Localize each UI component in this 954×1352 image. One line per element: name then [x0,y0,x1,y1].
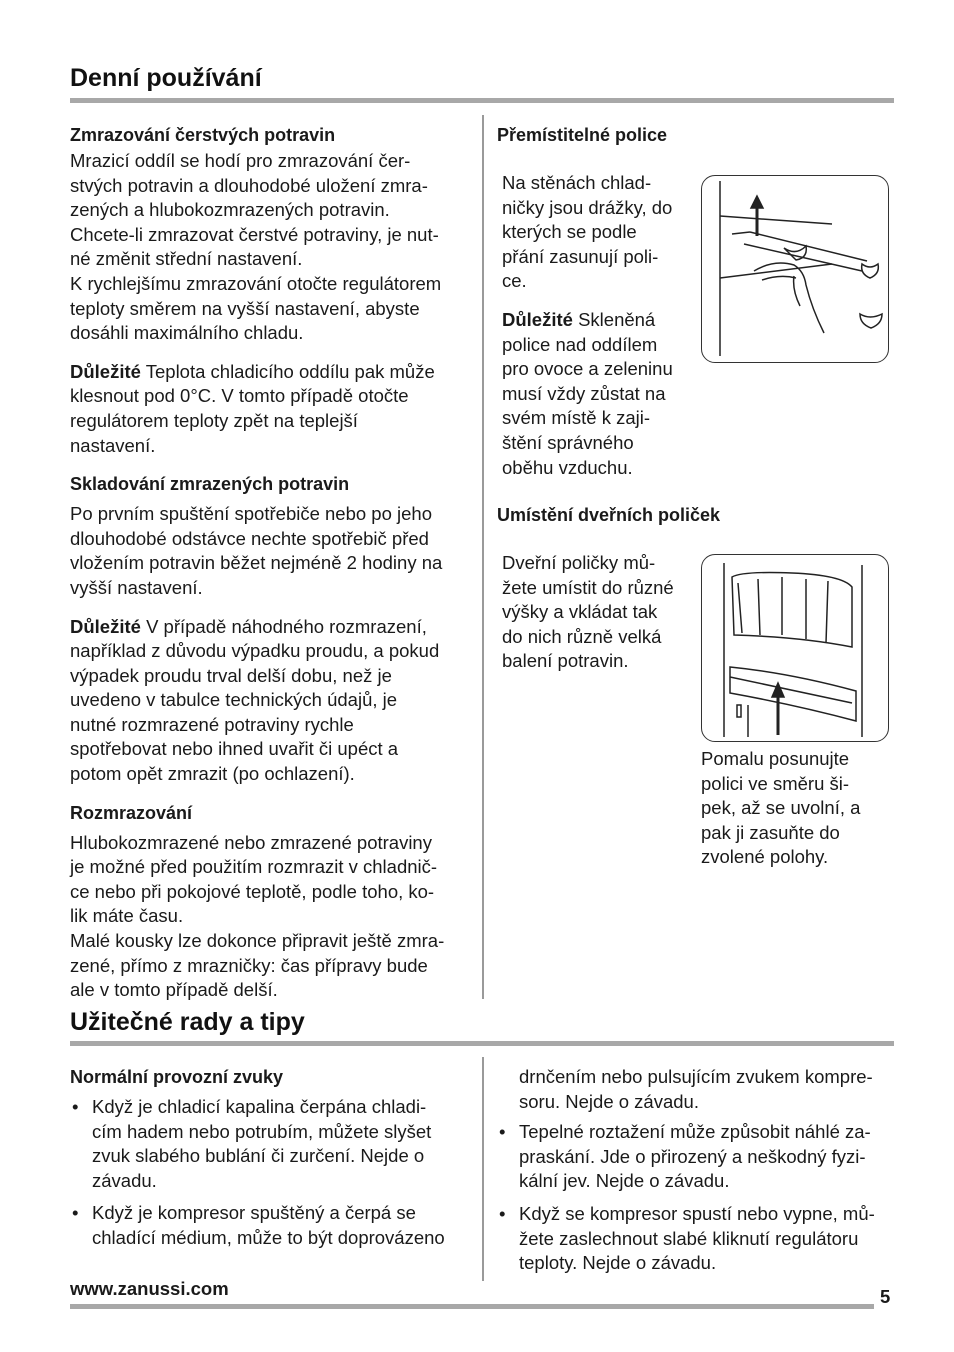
important-note-3: Důležité Skleněná police nad oddílem pro ovoce a zeleninu musí vždy zůstat na svém místě k zaji- štění správného oběhu vzduchu. [502,308,673,478]
door-shelf-drawing [702,555,888,741]
door-caption [701,747,891,880]
door-heading-wrap [497,503,897,533]
section-title-tips: Užitečné rady a tipy [70,1008,305,1036]
thawing-heading: Rozmrazování [70,802,193,823]
door-heading: Umístění dveřních poliček [497,505,721,525]
thawing-paragraph: Hlubokozmrazené nebo zmrazené potraviny je možné před použitím rozmrazit v chladnič- ce nebo při pokojové teplotě, podle toho, ko- lik máte času. Malé kousky lze dokonce připravit ještě zmra- zené, přímo z mrazničky: čas přípravy bude ale v tomto případě delší. [70,831,445,1001]
column-divider-2 [482,1057,484,1281]
section-rule-2 [70,1041,894,1046]
shelf-illustration [701,175,889,363]
tips-left-column [70,1065,475,1259]
footer-rule [70,1304,874,1309]
shelves-text [502,171,692,490]
door-paragraph: Dveřní poličky mů- žete umístit do různé výšky a vkládat tak do nich různě velká balení potravin. [502,552,674,672]
shelves-paragraph: Na stěnách chlad- ničky jsou drážky, do kterých se podle přání zasunují poli- ce. [502,172,673,292]
shelves-heading-wrap [497,123,897,153]
door-caption-paragraph: Pomalu posunujte polici ve směru ši- pek, až se uvolní, a pak ji zasuňte do zvolené polohy. [701,748,861,868]
freezing-paragraph: Mrazicí oddíl se hodí pro zmrazování čer- stvých potravin a dlouhodobé uložení zmra- zených a hlubokozmrazených potravin. Chcete-li zmrazovat čerstvé potraviny, je nut- né změnit střední nastavení. K rychlejšímu zmrazování otočte regulátorem teploty směrem na vyšší nastavení, abyste dosáhli maximálního chladu. [70,150,442,344]
footer-url[interactable]: www.zanussi.com [70,1278,229,1299]
list-item: • Když je kompresor spuštěný a čerpá se chladící médium, může to být doprovázeno [72,1202,445,1248]
section-rule [70,98,894,103]
freezing-heading: Zmrazování čerstvých potravin [70,125,336,145]
door-shelf-illustration [701,554,889,742]
section-title-daily-use: Denní používání [70,64,262,92]
tips-right-column [497,1065,902,1284]
list-item: • Když je chladicí kapalina čerpána chladi- cím hadem nebo potrubím, můžete slyšet zvuk slabého bublání či zurčení. Nejde o závadu. [72,1096,432,1191]
storage-heading: Skladování zmrazených potravin [70,474,350,495]
sounds-list-left [70,1095,475,1251]
shelf-drawing [702,176,888,362]
important-note-2: Důležité V případě náhodného rozmrazení, například z důvodu výpadku proudu, a pokud výpadek proudu trval delší dobu, než je uvedeno v tabulce technických údajů, je nutné rozmrazené potraviny rychle spotřebovat nebo ihned uvařit či upéct a potom opět zmrazit (po ochlazení). [70,615,440,785]
important-note-1: Důležité Teplota chladicího oddílu pak může klesnout pod 0°C. V tomto případě otočte regulátorem teploty zpět na teplejší nastavení. [70,360,435,456]
list-item: • Když se kompresor spustí nebo vypne, mů- žete zaslechnout slabé kliknutí regulátoru teploty. Nejde o závadu. [499,1202,875,1274]
left-column [70,123,475,1013]
door-text [502,551,692,684]
page-number: 5 [880,1286,891,1307]
sounds-list-right [497,1120,902,1276]
shelves-heading: Přemístitelné police [497,125,668,145]
list-item: • Tepelné roztažení může způsobit náhlé za- praskání. Jde o přirozený a neškodný fyzi- kální jev. Nejde o závadu. [499,1121,871,1192]
column-divider [482,115,484,999]
sounds-heading: Normální provozní zvuky [70,1067,284,1087]
continuation-text: drnčením nebo pulsujícím zvukem kompre- soru. Nejde o závadu. [519,1066,873,1112]
storage-paragraph: Po prvním spuštění spotřebiče nebo po jeho dlouhodobé odstávce nechte spotřebič před vložením potravin běžet nejméně 2 hodiny na vyšší nastavení. [70,503,443,598]
